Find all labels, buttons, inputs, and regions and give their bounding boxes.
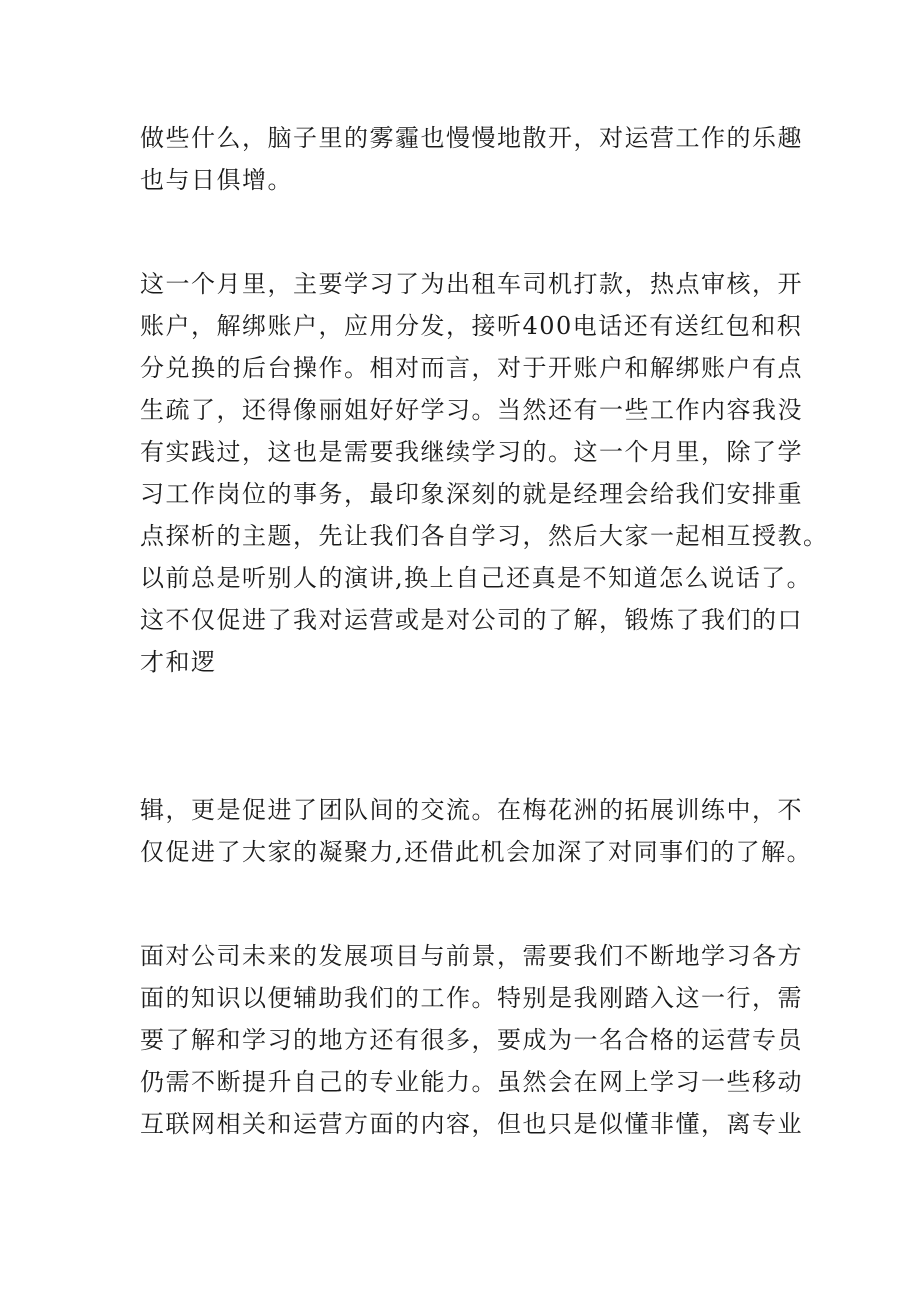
paragraph-3: [140, 789, 813, 873]
text-line: 面的知识以便辅助我们的工作。特别是我刚踏入这一行，需: [140, 984, 803, 1012]
text-line: 才和逻: [140, 648, 217, 676]
paragraph-4: [140, 935, 803, 1145]
text-line: 仅促进了大家的凝聚力,还借此机会加深了对同事们的了解。: [140, 838, 813, 866]
text-line: 账户，解绑账户，应用分发，接听400电话还有送红包和积: [140, 312, 803, 340]
text-line: 分兑换的后台操作。相对而言，对于开账户和解绑账户有点: [140, 354, 803, 382]
text-line: 有实践过，这也是需要我继续学习的。这一个月里，除了学: [140, 438, 803, 466]
text-line: 面对公司未来的发展项目与前景，需要我们不断地学习各方: [140, 942, 803, 970]
text-line: 要了解和学习的地方还有很多，要成为一名合格的运营专员: [140, 1026, 803, 1054]
paragraph-2: [140, 263, 829, 683]
text-line: 以前总是听别人的演讲,换上自己还真是不知道怎么说话了。: [140, 564, 813, 592]
text-line: 这一个月里，主要学习了为出租车司机打款，热点审核，开: [140, 270, 803, 298]
text-line: 点探析的主题，先让我们各自学习，然后大家一起相互授教。: [140, 522, 829, 550]
text-line: 仍需不断提升自己的专业能力。虽然会在网上学习一些移动: [140, 1068, 803, 1096]
text-line: 互联网相关和运营方面的内容，但也只是似懂非懂，离专业: [140, 1110, 803, 1138]
paragraph-1: [140, 117, 803, 201]
text-line: 这不仅促进了我对运营或是对公司的了解，锻炼了我们的口: [140, 606, 803, 634]
text-line: 做些什么，脑子里的雾霾也慢慢地散开，对运营工作的乐趣: [140, 124, 803, 152]
text-line: 辑，更是促进了团队间的交流。在梅花洲的拓展训练中，不: [140, 796, 803, 824]
text-line: 习工作岗位的事务，最印象深刻的就是经理会给我们安排重: [140, 480, 803, 508]
text-line: 生疏了，还得像丽姐好好学习。当然还有一些工作内容我没: [140, 396, 803, 424]
text-line: 也与日俱增。: [140, 166, 293, 194]
